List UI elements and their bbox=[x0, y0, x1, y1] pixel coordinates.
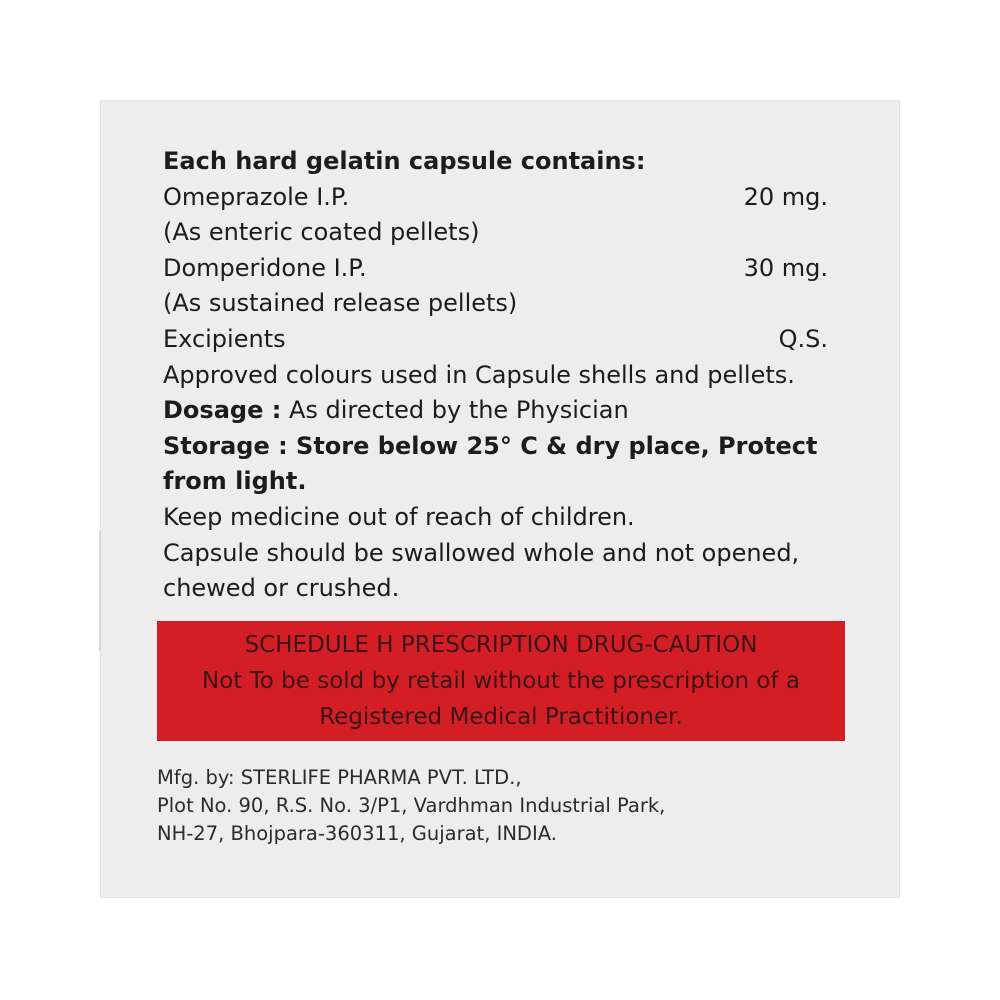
dosage-label: Dosage : bbox=[163, 396, 282, 425]
swallow-instruction-2: chewed or crushed. bbox=[163, 574, 400, 603]
children-warning: Keep medicine out of reach of children. bbox=[163, 502, 635, 531]
dosage-line bbox=[163, 393, 853, 429]
ingredient-name: Excipients bbox=[163, 324, 286, 353]
ingredient-amount: Q.S. bbox=[778, 324, 828, 353]
ingredient-note: (As enteric coated pellets) bbox=[163, 218, 480, 247]
label-panel bbox=[100, 100, 900, 898]
composition-heading: Each hard gelatin capsule contains: bbox=[163, 147, 646, 175]
colours-statement: Approved colours used in Capsule shells and pellets. bbox=[163, 360, 795, 389]
ingredient-row-omeprazole bbox=[163, 180, 828, 216]
manufacturer-line-1: Mfg. by: STERLIFE PHARMA PVT. LTD., bbox=[157, 766, 522, 789]
manufacturer-line-2: Plot No. 90, R.S. No. 3/P1, Vardhman Industrial Park, bbox=[157, 794, 666, 817]
caution-line-1: Not To be sold by retail without the prescription of a bbox=[202, 668, 800, 694]
caution-line-2: Registered Medical Practitioner. bbox=[319, 704, 683, 730]
schedule-h-caution-box bbox=[157, 621, 845, 741]
composition-section bbox=[163, 144, 853, 607]
caution-title: SCHEDULE H PRESCRIPTION DRUG-CAUTION bbox=[244, 632, 758, 658]
ingredient-note: (As sustained release pellets) bbox=[163, 289, 518, 318]
ingredient-row-domperidone bbox=[163, 251, 828, 287]
ingredient-amount: 30 mg. bbox=[743, 253, 828, 282]
dosage-text: As directed by the Physician bbox=[288, 396, 629, 425]
ingredient-name: Omeprazole I.P. bbox=[163, 182, 350, 211]
manufacturer-line-3: NH-27, Bhojpara-360311, Gujarat, INDIA. bbox=[157, 822, 557, 845]
manufacturer-block bbox=[157, 764, 857, 848]
ingredient-row-excipients bbox=[163, 322, 828, 358]
ingredient-amount: 20 mg. bbox=[743, 182, 828, 211]
ingredient-name: Domperidone I.P. bbox=[163, 253, 367, 282]
storage-line-1: Storage : Store below 25° C & dry place, Protect bbox=[163, 431, 818, 460]
swallow-instruction-1: Capsule should be swallowed whole and not opened, bbox=[163, 538, 800, 567]
storage-line-2: from light. bbox=[163, 467, 307, 496]
